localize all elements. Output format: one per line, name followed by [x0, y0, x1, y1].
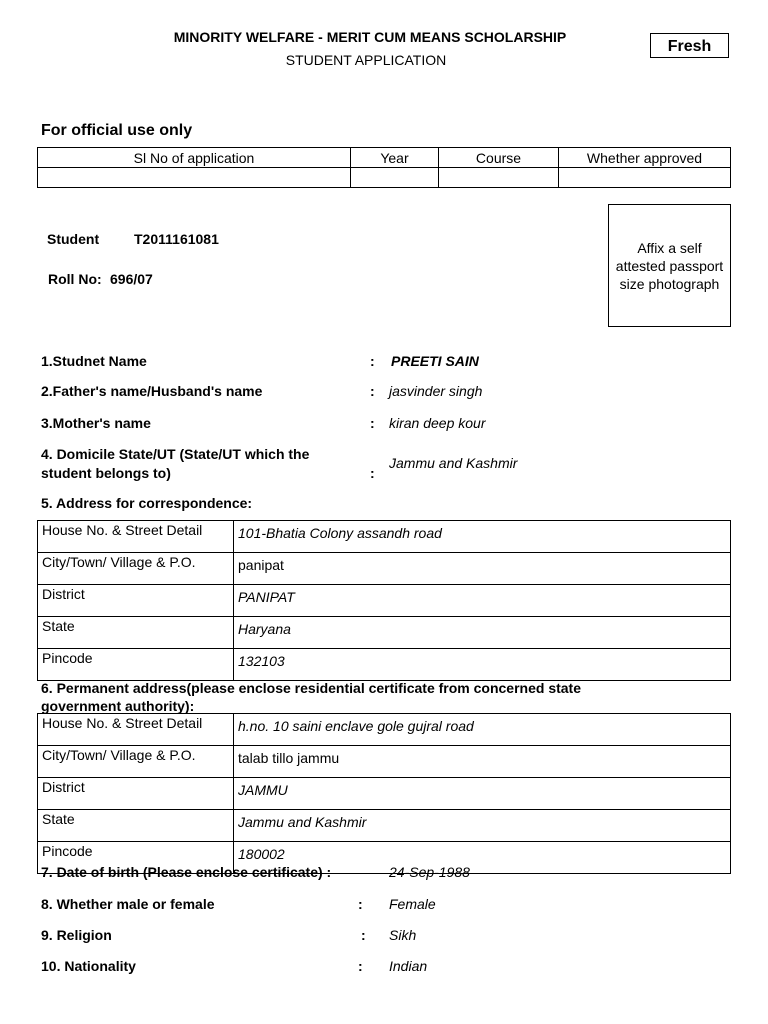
address-key-state: State: [38, 810, 234, 842]
address-value-house: h.no. 10 saini enclave gole gujral road: [234, 714, 731, 746]
address-key-district: District: [38, 778, 234, 810]
dob-label: 7. Date of birth (Please enclose certificate) :: [41, 864, 332, 880]
table-row: [38, 778, 731, 810]
gender-value: Female: [389, 896, 436, 912]
religion-label: 9. Religion: [41, 927, 112, 943]
table-row: [38, 746, 731, 778]
official-col-approved: Whether approved: [559, 148, 731, 168]
address-key-state: State: [38, 617, 234, 649]
permanent-address-table: [37, 713, 731, 874]
correspondence-heading: 5. Address for correspondence:: [41, 495, 253, 511]
address-value-district: PANIPAT: [234, 585, 731, 617]
field-colon: :: [370, 353, 375, 369]
photo-placeholder-box: [608, 204, 731, 327]
student-name-value: PREETI SAIN: [391, 353, 479, 369]
roll-no-label: Roll No:: [48, 271, 102, 287]
official-val-approved: [559, 168, 731, 188]
address-value-pincode: 132103: [234, 649, 731, 681]
official-col-year: Year: [351, 148, 439, 168]
address-key-district: District: [38, 585, 234, 617]
official-val-sl-no: [38, 168, 351, 188]
student-id-value: T2011161081: [134, 231, 219, 247]
domicile-label-cont: student belongs to): [41, 465, 171, 481]
table-row: [38, 714, 731, 746]
photo-instruction-line: size photograph: [619, 275, 720, 292]
table-row: [38, 810, 731, 842]
address-key-city: City/Town/ Village & P.O.: [38, 553, 234, 585]
address-value-city: panipat: [234, 553, 731, 585]
field-colon: :: [370, 465, 375, 481]
roll-no-value: 696/07: [110, 271, 153, 287]
table-row: [38, 649, 731, 681]
official-val-course: [439, 168, 559, 188]
official-col-course: Course: [439, 148, 559, 168]
field-colon: :: [358, 896, 363, 912]
address-key-city: City/Town/ Village & P.O.: [38, 746, 234, 778]
photo-instruction-line: Affix a self: [637, 239, 702, 256]
official-use-table: [37, 147, 731, 188]
form-title: MINORITY WELFARE - MERIT CUM MEANS SCHOLARSHIP: [173, 29, 567, 45]
address-key-house: House No. & Street Detail: [38, 714, 234, 746]
permanent-address-heading-cont: government authority):: [41, 698, 195, 714]
nationality-label: 10. Nationality: [41, 958, 136, 974]
official-use-heading: For official use only: [41, 122, 193, 139]
address-value-state: Haryana: [234, 617, 731, 649]
address-value-city: talab tillo jammu: [234, 746, 731, 778]
domicile-label: 4. Domicile State/UT (State/UT which the: [41, 446, 310, 462]
official-table-value-row: [38, 168, 731, 188]
table-row: [38, 553, 731, 585]
official-table-header-row: [38, 148, 731, 168]
nationality-value: Indian: [389, 958, 428, 974]
table-row: [38, 521, 731, 553]
mother-name-label: 3.Mother's name: [41, 415, 151, 431]
address-key-pincode: Pincode: [38, 842, 234, 874]
field-colon: :: [361, 927, 366, 943]
table-row: [38, 617, 731, 649]
religion-value: Sikh: [389, 927, 417, 943]
correspondence-address-table: [37, 520, 731, 681]
address-key-house: House No. & Street Detail: [38, 521, 234, 553]
student-name-label: 1.Studnet Name: [41, 353, 147, 369]
application-type-badge: Fresh: [650, 33, 729, 58]
father-name-label: 2.Father's name/Husband's name: [41, 383, 263, 399]
address-value-house: 101-Bhatia Colony assandh road: [234, 521, 731, 553]
official-val-year: [351, 168, 439, 188]
dob-value: 24-Sep-1988: [389, 864, 470, 880]
official-col-sl-no: Sl No of application: [38, 148, 351, 168]
permanent-address-heading: 6. Permanent address(please enclose residential certificate from concerned state: [41, 680, 581, 696]
mother-name-value: kiran deep kour: [389, 415, 486, 431]
gender-label: 8. Whether male or female: [41, 896, 215, 912]
father-name-value: jasvinder singh: [389, 383, 483, 399]
field-colon: :: [358, 958, 363, 974]
table-row: [38, 585, 731, 617]
address-key-pincode: Pincode: [38, 649, 234, 681]
student-id-label: Student: [47, 231, 100, 247]
address-value-state: Jammu and Kashmir: [234, 810, 731, 842]
address-value-district: JAMMU: [234, 778, 731, 810]
form-subtitle: STUDENT APPLICATION: [285, 52, 447, 68]
domicile-value: Jammu and Kashmir: [389, 455, 518, 471]
photo-instruction-line: attested passport: [615, 257, 724, 274]
field-colon: :: [370, 415, 375, 431]
field-colon: :: [370, 383, 375, 399]
address-value-pincode: 180002: [234, 842, 731, 874]
